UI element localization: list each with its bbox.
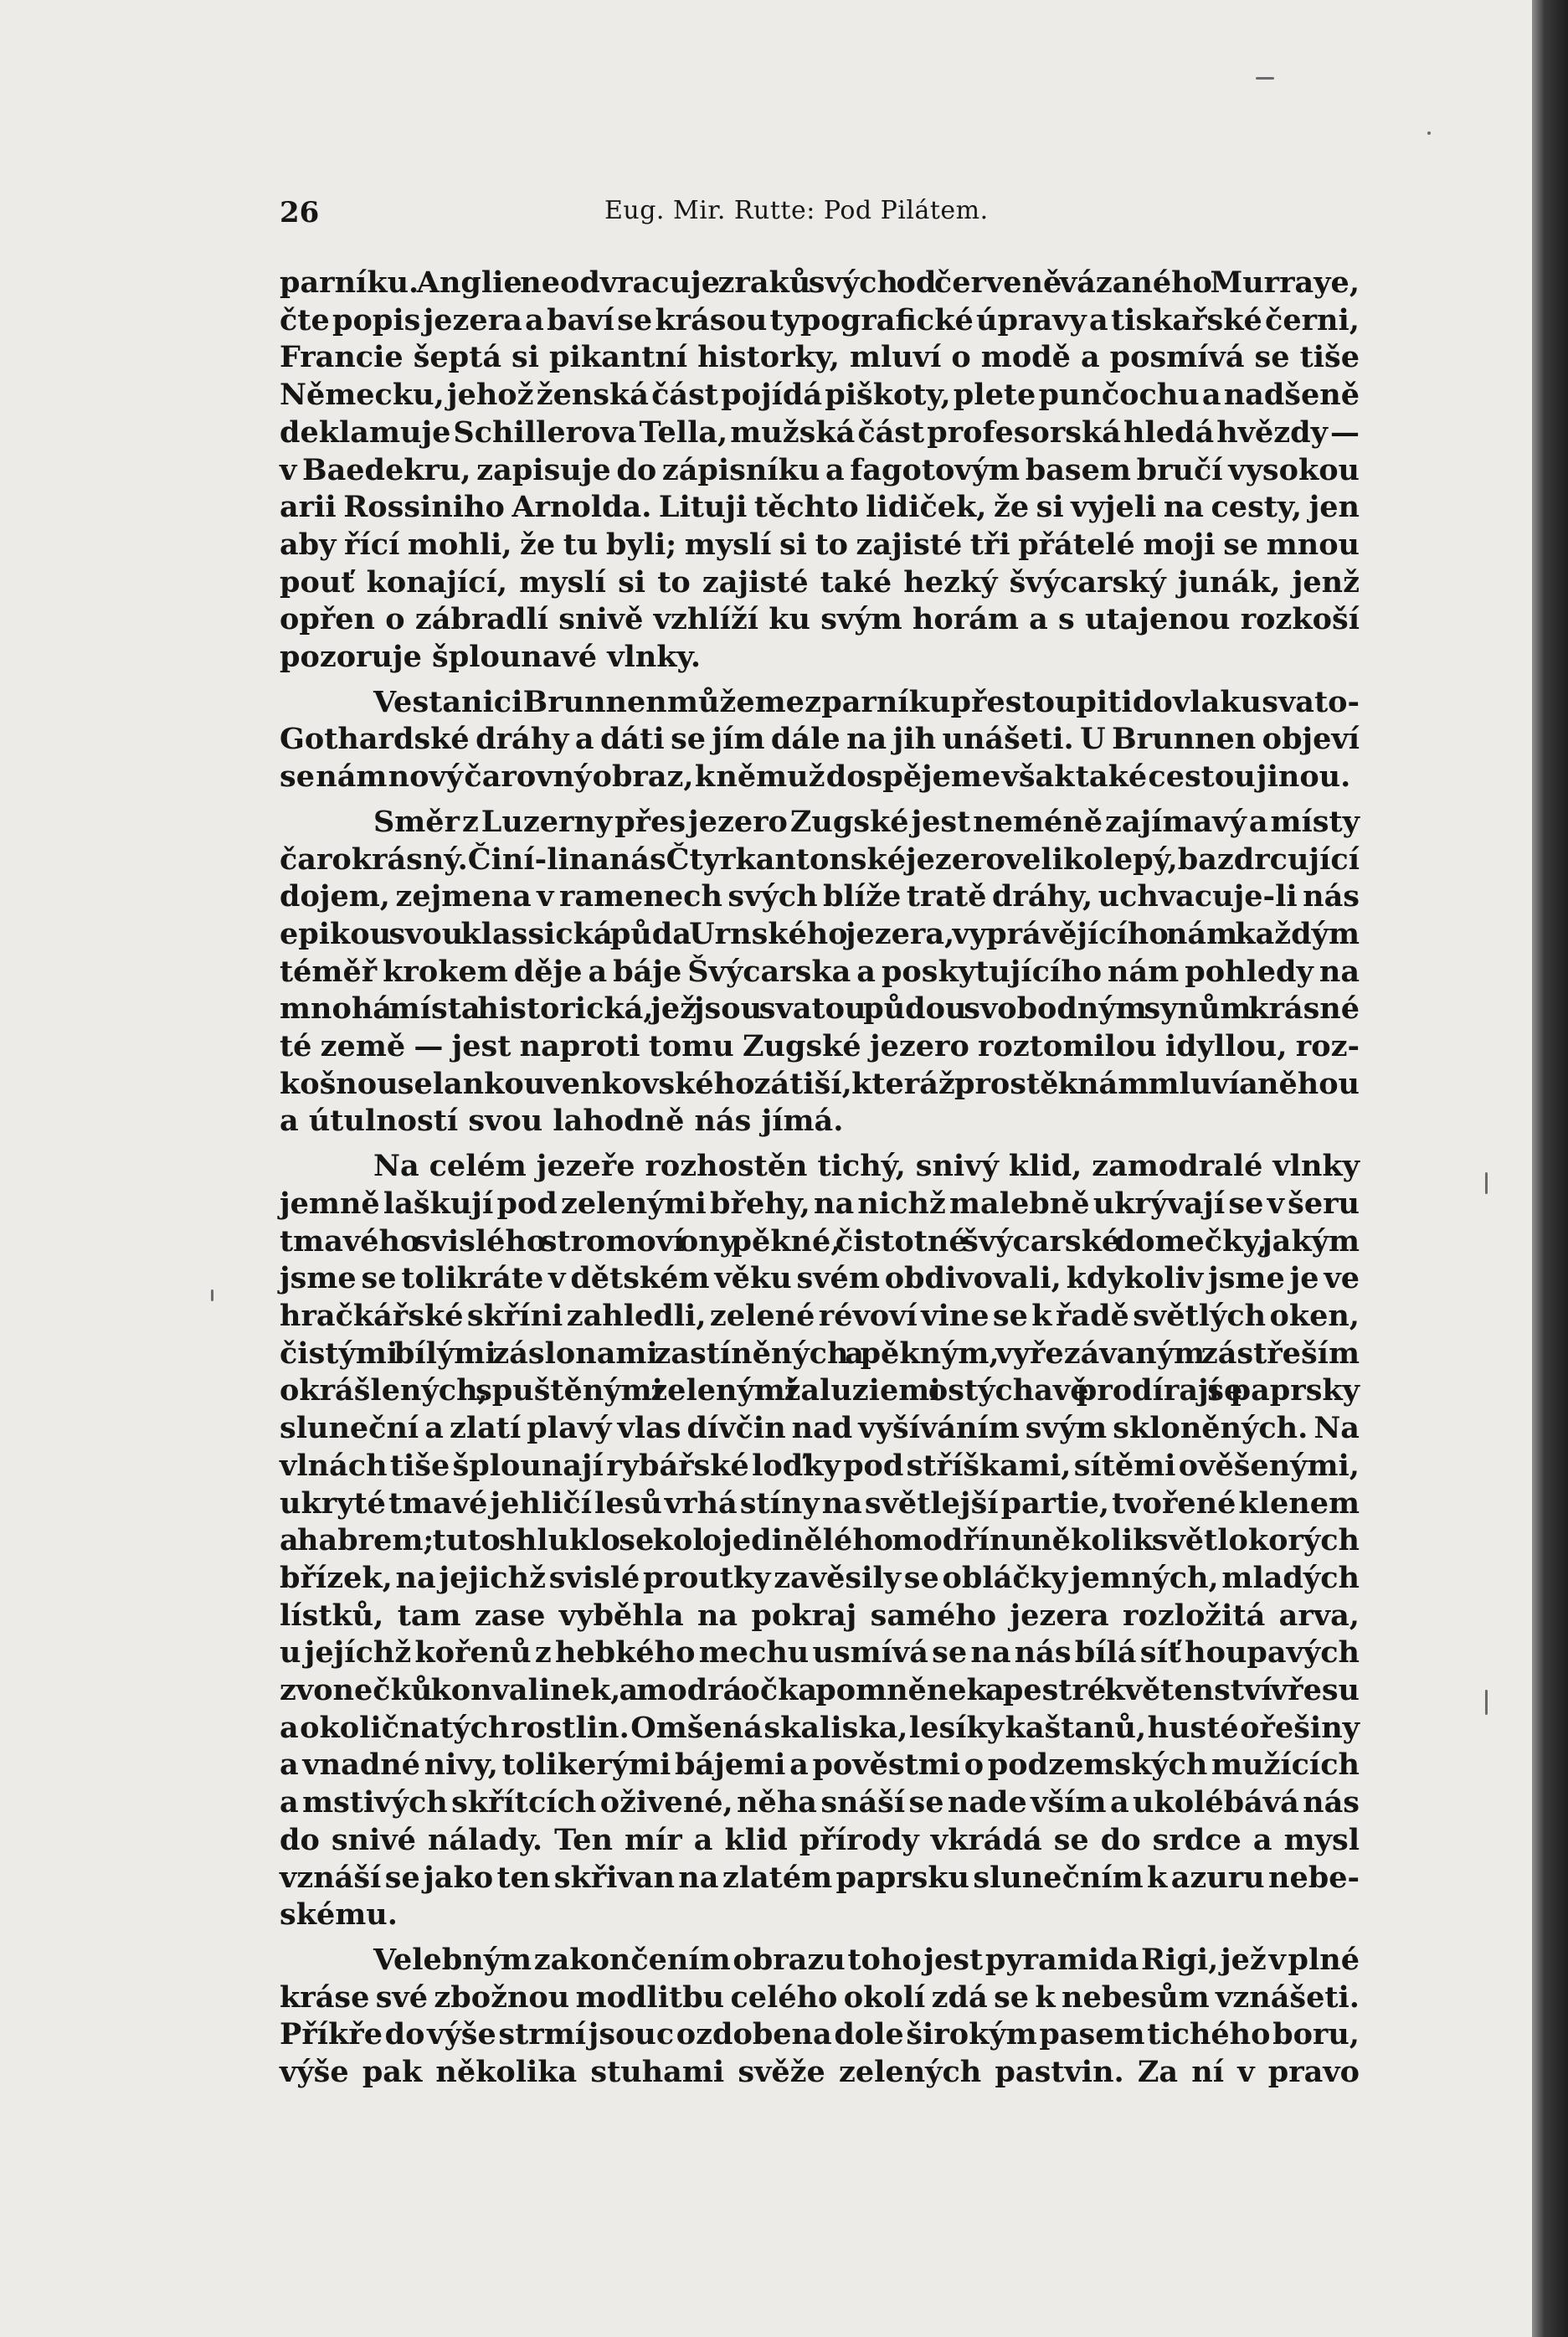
text-line: kráse své zbožnou modlitbu celého okolí zdá se k nebesům vznášeti. — [280, 1979, 1360, 2015]
text-line: opřen o zábradlí snivě vzhlíží ku svým horám a s utajenou rozkoší — [280, 602, 1360, 637]
text-line: epikou svou klassická půda Urnského jezera, vyprávějícího nám každým — [280, 916, 1360, 951]
text-line: Příkře do výše strmí jsouc ozdobena dole širokým pasem tichého boru, — [280, 2017, 1360, 2052]
text-line: Velebným zakončením obrazu toho jest pyramida Rigi, jež v plné — [373, 1942, 1360, 1977]
scan-speck — [1485, 1172, 1488, 1194]
text-line: arii Rossiniho Arnolda. Lituji těchto lidiček, že si vyjeli na cesty, jen — [280, 490, 1360, 525]
scan-edge-shadow — [1532, 0, 1568, 2337]
body-text — [280, 265, 1360, 2099]
text-line: lístků, tam zase vyběhla na pokraj samého jezera rozložitá arva, — [280, 1598, 1360, 1633]
scan-speck — [211, 1289, 213, 1301]
text-line: deklamuje Schillerova Tella, mužská část profesorská hledá hvězdy — — [280, 414, 1360, 450]
scan-speck — [1485, 1690, 1488, 1715]
text-line: u jejíchž kořenů z hebkého mechu usmívá se na nás bílá síť houpavých — [280, 1635, 1360, 1670]
paragraph — [280, 265, 1360, 677]
text-line: Gothardské dráhy a dáti se jím dále na jih unášeti. U Brunnen objeví — [280, 722, 1360, 757]
text-line: parníku. Anglie neodvracuje zraků svých od červeně vázaného Murraye, — [280, 265, 1360, 300]
text-line: a habrem; tuto shluklo se kol ojedinělého modřínu několik světlokorých — [280, 1523, 1360, 1558]
text-line: sluneční a zlatí plavý vlas dívčin nad vyšíváním svým skloněných. Na — [280, 1411, 1360, 1446]
page-number: 26 — [280, 196, 320, 229]
text-line: čte popis jezera a baví se krásou typografické úpravy a tiskařské černi, — [280, 302, 1360, 337]
text-line: Ve stanici Brunnen můžeme z parníku přestoupiti do vlaku svato- — [373, 684, 1360, 719]
text-line: pouť konající, myslí si to zajisté také hezký švýcarský junák, jenž — [280, 564, 1360, 600]
text-line: a okoličnatých rostlin. Omšená skaliska, lesíky kaštanů, husté ořešiny — [280, 1710, 1360, 1745]
text-line: v Baedekru, zapisuje do zápisníku a fagotovým basem bručí vysokou — [280, 452, 1360, 487]
text-line: do snivé nálady. Ten mír a klid přírody vkrádá se do srdce a mysl — [280, 1822, 1360, 1857]
text-line: vznáší se jako ten skřivan na zlatém paprsku slunečním k azuru nebe- — [280, 1860, 1360, 1895]
text-line: Německu, jehož ženská část pojídá piškoty, plete punčochu a nadšeně — [280, 378, 1360, 413]
text-line: a mstivých skřítcích oživené, něha snáší se nade vším a ukolébává nás — [280, 1785, 1360, 1820]
text-line: a vnadné nivy, tolikerými bájemi a pověstmi o podzemských mužících — [280, 1748, 1360, 1783]
text-line: téměř krokem děje a báje Švýcarska a poskytujícího nám pohledy na — [280, 954, 1360, 989]
text-line: dojem, zejmena v ramenech svých blíže tratě dráhy, uchvacuje-li nás — [280, 879, 1360, 914]
text-line: čistými bílými záslonami zastíněných a pěkným, vyřezávaným zástřeším — [280, 1336, 1360, 1371]
text-line: pozoruje šplounavé vlnky. — [280, 640, 702, 675]
text-line: té země — jest naproti tomu Zugské jezero roztomilou idyllou, roz- — [280, 1029, 1360, 1064]
text-line: se nám nový čarovný obraz, k němuž dospějeme však také cestou jinou. — [280, 759, 1351, 795]
text-line: mnohá místa historická, jež jsou svatou půdou svobodným synům krásné — [280, 991, 1360, 1027]
text-line: Francie šeptá si pikantní historky, mluví o modě a posmívá se tiše — [280, 340, 1360, 375]
running-head — [280, 194, 1368, 228]
scan-speck — [1427, 131, 1431, 135]
paragraph — [280, 1942, 1360, 2092]
text-line: čarokrásný. Činí-li na nás Čtyrkantonské jezero velikolepý, ba zdrcující — [280, 842, 1360, 877]
running-title: Eug. Mir. Rutte: Pod Pilátem. — [604, 196, 989, 225]
text-line: jsme se tolikráte v dětském věku svém obdivovali, kdykoliv jsme je ve — [280, 1261, 1360, 1296]
scan-speck — [1256, 77, 1274, 80]
text-line: jemně laškují pod zelenými břehy, na nichž malebně ukrývají se v šeru — [280, 1186, 1360, 1221]
text-line: Směr z Luzerny přes jezero Zugské jest neméně zajímavý a místy — [373, 804, 1360, 839]
text-line: košnou selankou venkovského zátiší, kteráž prostě k nám mluví a něhou — [280, 1066, 1360, 1101]
text-line: Na celém jezeře rozhostěn tichý, snivý klid, zamodralé vlnky — [373, 1149, 1360, 1184]
text-line: ukryté tmavé jehličí lesů vrhá stíny na světlejší partie, tvořené klenem — [280, 1485, 1360, 1521]
text-line: vlnách tiše šplounají rybářské loďky pod stříškami, sítěmi ověšenými, — [280, 1448, 1360, 1483]
paragraph — [280, 684, 1360, 796]
text-line: a útulností svou lahodně nás jímá. — [280, 1104, 844, 1139]
text-line: břízek, na jejichž svislé proutky zavěsily se obláčky jemných, mladých — [280, 1560, 1360, 1595]
text-line: tmavého svislého stromoví ony pěkné, čistotné švýcarské domečky, jakým — [280, 1223, 1360, 1259]
paragraph — [280, 1148, 1360, 1934]
text-line: hračkářské skříni zahledli, zelené révoví vine se k řadě světlých oken, — [280, 1298, 1360, 1333]
text-line: skému. — [280, 1897, 398, 1933]
text-line: aby řící mohli, že tu byli; myslí si to zajisté tři přátelé moji se mnou — [280, 527, 1360, 562]
text-line: zvonečků konvalinek, a modrá očka pomněnek a pestré květenství vřesu — [280, 1673, 1360, 1708]
text-line: okrášlených, spuštěnými zelenými žaluziemi ostýchavě prodírají se paprsky — [280, 1373, 1360, 1408]
paragraph — [280, 804, 1360, 1140]
text-line: výše pak několika stuhami svěže zelených pastvin. Za ní v pravo — [280, 2055, 1360, 2090]
